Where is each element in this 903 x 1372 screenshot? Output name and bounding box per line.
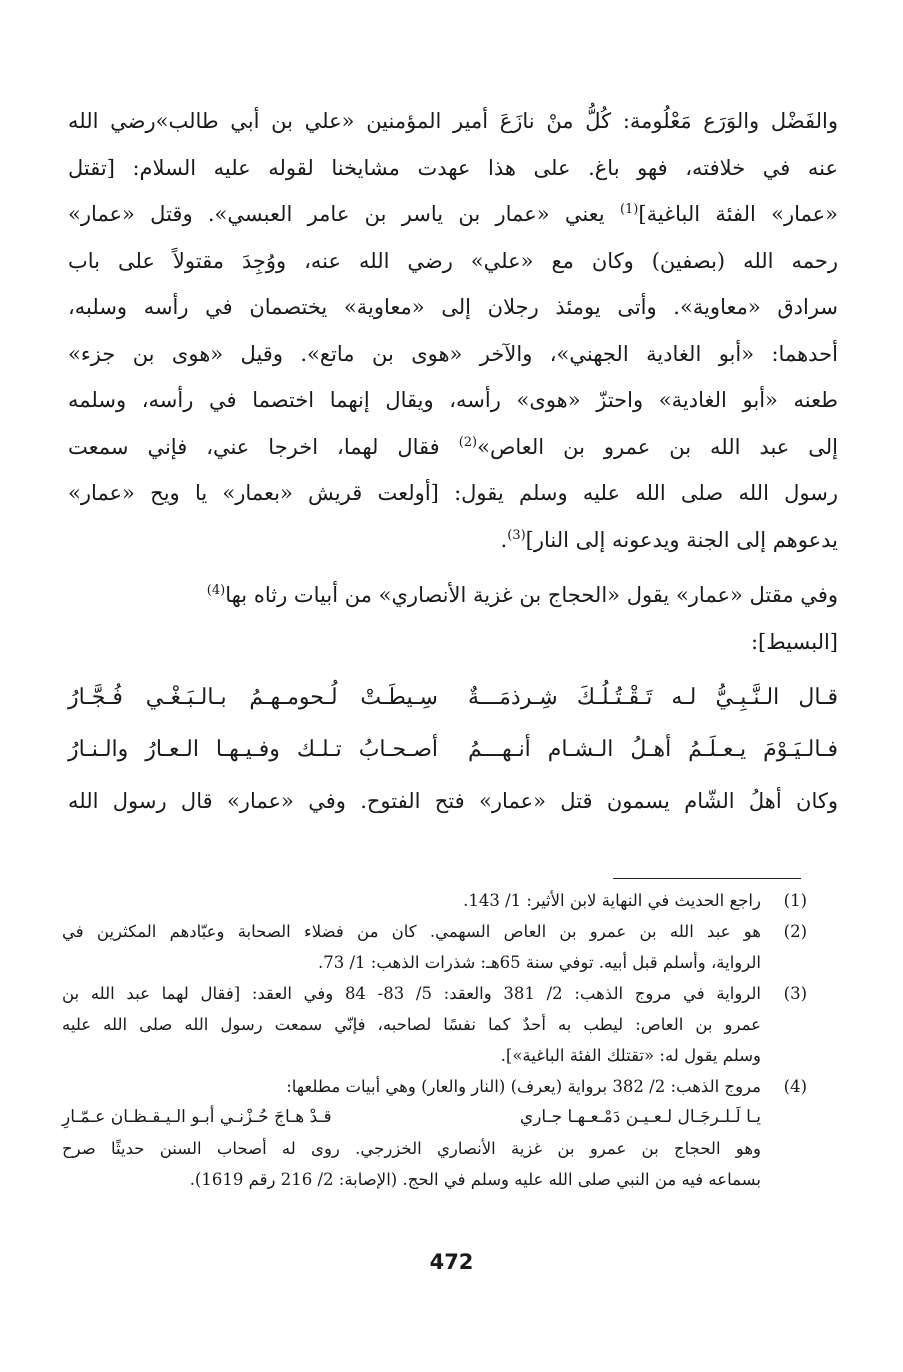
footnote-line: بسماعه فيه من النبي صلى الله عليه وسلم في الحج. (الإصابة: 2/ 216 رقم 1619). [189, 1170, 761, 1189]
text-segment: . [500, 527, 508, 552]
poetry-intro [68, 572, 838, 665]
text-line: وكان أهلُ الشّام يسمون قتل «عمار» فتح الفتوح. وفي «عمار» قال رسول الله [68, 789, 838, 813]
footnote-line: راجع الحديث في النهاية لابن الأثير: 1/ 143. [463, 891, 761, 910]
after-poem-text [68, 778, 838, 825]
footnote-number: (1) [783, 891, 807, 910]
text-line: والفَضْل والوَرَع مَعْلُومة: كُلُّ منْ نازَعَ أمير المؤمنين «علي بن أبي طالب»رضي الله [68, 109, 838, 133]
text-line [68, 572, 838, 619]
footnote-line: وهو الحجاج بن عمرو بن غزية الأنصاري الخزرجي. روى له أصحاب السنن حديثًا صرح [62, 1139, 761, 1158]
poem [68, 672, 838, 776]
footnote-body [62, 1071, 761, 1195]
text-line [68, 424, 838, 471]
footnote-body [62, 978, 761, 1071]
footnote-number: (4) [783, 1077, 807, 1096]
footnote [62, 885, 807, 916]
meter-label: [البسيط]: [750, 629, 838, 654]
verse-second-hemistich: أصـحـابُ تـلـك وفـيـهـا الـعـارُ والـنـارُ [68, 737, 438, 762]
footnote-number: (2) [783, 922, 807, 941]
footnotes [62, 885, 807, 1195]
footnote-verse [62, 1102, 761, 1133]
footnote-body [62, 916, 761, 978]
verse [68, 724, 838, 776]
footnote-line: الرواية، وأسلم قبل أبيه. توفي سنة 65هـ: شذرات الذهب: 1/ 73. [317, 953, 761, 972]
verse-first-hemistich: قـال الـنَّـبِـيُّ لـه تَـقْـتُـلُـكَ شِـرذمَـــةٌ [468, 685, 838, 710]
text-line: عنه في خلافته، فهو باغ. على هذا عهدت مشايخنا لقوله عليه السلام: [تقتل [68, 155, 838, 180]
text-line [68, 517, 838, 564]
text-segment: إلى عبد الله بن عمرو بن العاص» [477, 434, 838, 459]
verse-first-hemistich: يـا لَـلـرجَـال لـعـيـن دَمْـعـهـا جـاري [519, 1107, 761, 1127]
footnote-line: الرواية في مروج الذهب: 2/ 381 والعقد: 5/ 83- 84 وفي العقد: [فقال لهما عبد الله بن [62, 984, 761, 1003]
verse-first-hemistich: فـالـيَـوْمَ يـعـلَـمُ أهـلُ الـشـام أنـهـــمُ [468, 737, 838, 762]
footnote [62, 978, 807, 1071]
text-line: رحمه الله (بصفين) وكان مع «علي» رضي الله عنه، ووُجِدَ مقتولاً على باب [68, 248, 838, 273]
footnote-line: عمرو بن العاص: ليطب به أحدٌ كما نفسًا لصاحبه، فإنّي سمعت رسول الله صلى الله عليه [62, 1015, 761, 1034]
footnote-ref[interactable]: (1) [619, 202, 639, 217]
footnote [62, 916, 807, 978]
footnote [62, 1071, 807, 1195]
footnote-ref[interactable]: (2) [458, 434, 478, 450]
footnote-body [62, 885, 761, 916]
footnote-separator [613, 878, 801, 879]
main-text [68, 98, 838, 563]
footnote-line: هو عبد الله بن عمرو بن العاص السهمي. كان من فضلاء الصحابة وعبّادهم المكثرين في [62, 922, 761, 941]
verse [68, 672, 838, 724]
footnote-line: وسلم يقول له: «تقتلك الفئة الباغية»]. [500, 1046, 761, 1065]
text-line: طعنه «أبو الغادية» واحتزّ «هوى» رأسه، ويقال إنهما اختصما في رأسه، وسلمه [68, 388, 838, 412]
text-segment: يدعوهم إلى الجنة ويدعونه إلى النار] [525, 527, 838, 552]
text-segment: «عمار» الفئة الباغية] [638, 202, 838, 226]
verse-second-hemistich: قـدْ هـاجَ حُـزْنـي أبـو الـيـقـظـان عـمّـارِ [62, 1107, 332, 1127]
text-segment: فقال لهما، اخرجا عني، فإني سمعت [68, 434, 459, 459]
text-segment: وفي مقتل «عمار» يقول «الحجاج بن غزية الأنصاري» من أبيات رثاه بها [225, 583, 838, 607]
verse-second-hemistich: سِـيطَـتْ لُـحومـهـمُ بـالـبَـغْـي فُـجَّـارُ [68, 685, 438, 710]
text-line: رسول الله صلى الله عليه وسلم يقول: [أولعت قريش «بعمار» يا ويح «عمار» [68, 481, 838, 505]
footnote-number: (3) [783, 984, 807, 1003]
footnote-ref[interactable]: (4) [206, 583, 226, 598]
footnote-ref[interactable]: (3) [507, 527, 526, 543]
text-line: أحدهما: «أبو الغادية الجهني»، والآخر «هوى بن ماتع». وقيل «هوى بن جزء» [68, 341, 838, 366]
text-line: سرادق «معاوية». وأتى يومئذ رجلان إلى «معاوية» يختصمان في رأسه وسلبه، [68, 295, 838, 319]
text-segment: يعني «عمار بن ياسر بن عامر العبسي». وقتل «عمار» [68, 202, 620, 226]
footnote-line: مروج الذهب: 2/ 382 برواية (يعرف) (النار والعار) وهي أبيات مطلعها: [286, 1077, 761, 1096]
text-line [68, 191, 838, 238]
page-number: 472 [429, 1250, 474, 1274]
